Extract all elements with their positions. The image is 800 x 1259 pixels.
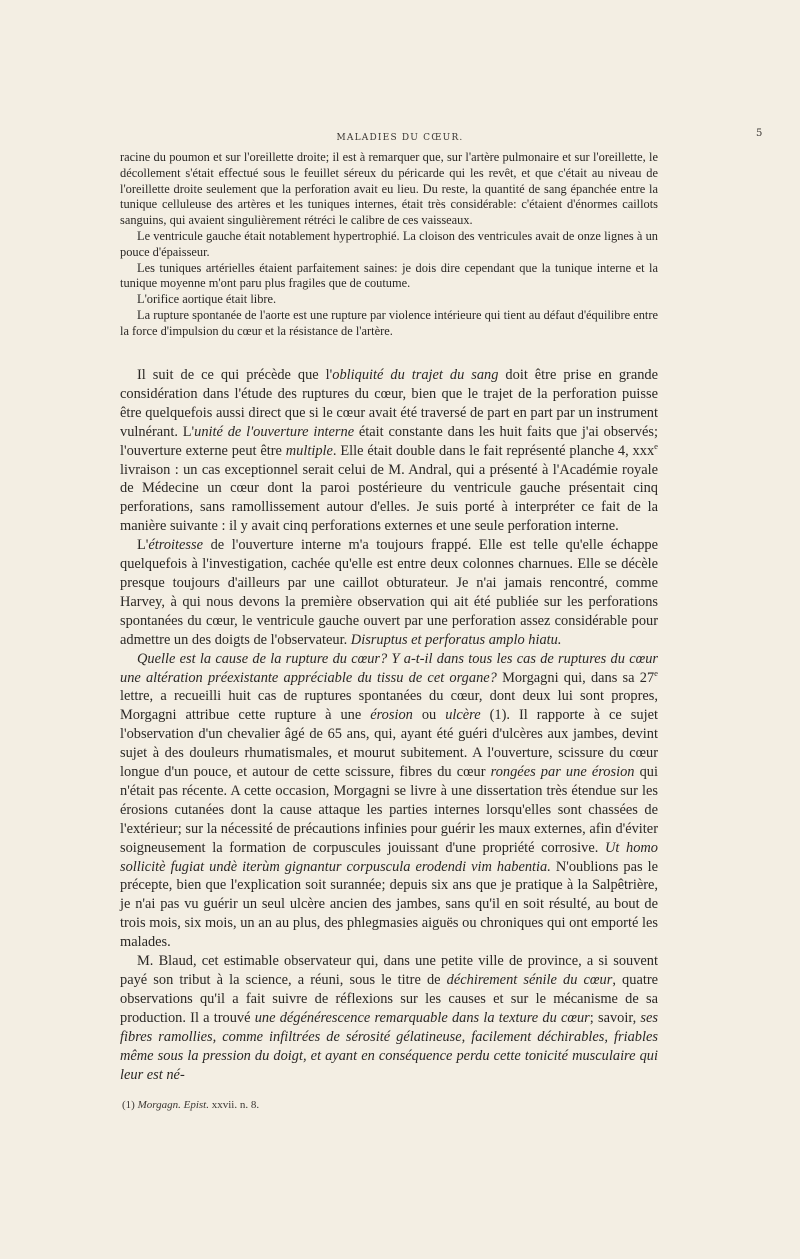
superscript: e — [654, 667, 658, 678]
emphasis: rongées par une érosion — [490, 764, 635, 781]
text-run: Il suit de ce qui précède que l' — [137, 367, 333, 383]
paragraph — [120, 650, 658, 953]
text-run: qui n'était pas récente. A cette occasion, Morgagni se livre à une dissertation très étendue sur les érosions cutanées dont la cause attaque les parties internes lorsqu'elles sont chassées de l'extérieur; sur la nécessité de précautions infinies pour guérir les maux externes, afin d'éviter soigneusement la formation de corpuscules jouissant d'une propriété corrosive. — [120, 764, 658, 856]
text-run: lettre, a recueilli huit cas de ruptures spontanées du cœur, dont deux lui sont propres, Morgagni attribue cette rupture à une — [120, 688, 658, 724]
paragraph — [120, 536, 658, 649]
emphasis: étroitesse — [148, 537, 204, 554]
emphasis: obliquité du trajet du sang — [332, 367, 499, 383]
emphasis: ulcère — [445, 707, 481, 724]
emphasis: déchirement sénile du cœur — [446, 972, 613, 988]
text-run: ou — [412, 707, 446, 724]
text-run: était constante dans les huit faits que j'ai observés; l'ouverture externe peut être — [120, 423, 658, 459]
page-number: 5 — [756, 128, 763, 139]
paragraph: Les tuniques artérielles étaient parfaitement saines: je dois dire cependant que la tunique interne et la tunique moyenne m'ont paru plus fragiles que de coutume. — [120, 260, 658, 291]
emphasis: érosion — [370, 707, 413, 724]
emphasis: ses fibres ramollies, comme infiltrées de sérosité gélatineuse, facilement déchirables, friables même sous la pression du doigt, et ayant en conséquence perdu cette tonicité musculaire qui leur est né- — [120, 1009, 658, 1083]
running-title: MALADIES DU CŒUR. — [336, 133, 464, 143]
text-run: xxvii. n. 8. — [208, 1099, 260, 1111]
emphasis: Morgagn. Epist. — [137, 1099, 209, 1111]
paragraph: racine du poumon et sur l'oreillette droite; il est à remarquer que, sur l'artère pulmonaire et sur l'oreillette, le décollement s'était effectué sous le feuillet séreux du péricarde qui les revêt, et que c'était au niveau de l'oreillette droite seulement que la perforation avait eu lieu. Du reste, la quantité de sang épanchée entre la tunique celluleuse des artères et les tuniques internes, était très considérable: c'étaient d'énormes caillots sanguins, qui avaient singulièrement rétréci le calibre de ces vaisseaux. — [120, 150, 658, 228]
text-run: doit être prise en grande considération dans l'étude des ruptures du cœur, bien que le trajet de la perforation puisse être quelquefois aussi direct que si le cœur avait été traversé de part en part par un instrument vulnérant. L' — [120, 367, 658, 440]
paragraph — [120, 952, 658, 1084]
text-run: (1). Il rapporte à ce sujet l'observation d'un chevalier âgé de 65 ans, qui, ayant été guéri d'ulcères aux jambes, devint sujet à des douleurs rhumatismales, et mourut subitement. A l'ouverture, scissure du cœur longue d'un pouce, et autour de cette scissure, fibres du cœur — [120, 707, 658, 781]
emphasis: unité de l'ouverture interne — [194, 423, 355, 440]
emphasis: Disruptus et perforatus amplo hiatu. — [350, 631, 562, 648]
footnote — [122, 1099, 259, 1111]
paragraph: Le ventricule gauche était notablement hypertrophié. La cloison des ventricules avait de onze lignes à un pouce d'épaisseur. — [120, 228, 658, 259]
main-text — [120, 366, 658, 1084]
text-run: M. Blaud, cet estimable observateur qui, dans une petite ville de province, a si souvent payé son tribut à la science, a réuni, sous le titre de — [120, 953, 658, 988]
text-run: , quatre observations qu'il a fait suivre de réflexions sur les causes et sur le mécanisme de sa production. Il a trouvé — [120, 972, 659, 1026]
paragraph: La rupture spontanée de l'aorte est une rupture par violence intérieure qui tient au défaut d'équilibre entre la force d'impulsion du cœur et la résistance de l'artère. — [120, 307, 658, 338]
text-run: de l'ouverture interne m'a toujours frappé. Elle est telle qu'elle échappe quelquefois à l'investigation, cachée qu'elle est entre deux colonnes charnues. Elle se décèle presque toujours d'ailleurs par une caillot obturateur. Je n'ai jamais rencontré, comme Harvey, à qui nous devons la première observation qui ait été publiée sur les perforations spontanées du cœur, le ventricule gauche ouvert par une perforation assez considérable pour admettre un des doigts de l'observateur. — [120, 537, 658, 648]
paragraph: L'orifice aortique était libre. — [137, 292, 277, 307]
emphasis: Quelle est la cause de la rupture du cœur? Y a-t-il dans tous les cas de ruptures du cœur une altération préexistante appréciable du tissu de cet organe? — [120, 650, 658, 686]
emphasis: Ut homo sollicitè fugiat undè iterùm gignantur corpuscula erodendi vim habentia. — [120, 839, 659, 875]
text-run: (1) — [122, 1099, 138, 1111]
text-run: ; savoir, — [589, 1009, 641, 1026]
text-run: N'oublions pas le précepte, bien que l'explication soit surannée; depuis six ans que je pratique à la Salpêtrière, je n'ai pas vu guérir un seul ulcère ancien des jambes, sans qu'il en soit résulté, au bout de trois mois, six mois, un an au plus, des phlegmasies aiguës ou chroniques qui ont emporté les malades. — [120, 858, 658, 951]
paragraph — [120, 366, 658, 536]
text-run: L' — [137, 537, 149, 554]
text-run: livraison : un cas exceptionnel serait celui de M. Andral, qui a présenté à l'Académie royale de Médecine un cœur dont la paroi postérieure du ventricule gauche présentait cinq perforations, sans ramollissement autour d'elles. Je suis porté à interpréter ce fait de la manière suivante : il y avait cinq perforations externes et une seule perforation interne. — [120, 461, 658, 535]
emphasis: multiple — [285, 442, 333, 459]
text-run: . Elle était double dans le fait représenté planche 4, xxx — [332, 442, 655, 459]
case-report-text — [120, 150, 658, 340]
text-run: Morgagni qui, dans sa 27 — [496, 669, 655, 686]
emphasis: une dégénérescence remarquable dans la texture du cœur — [254, 1009, 590, 1026]
superscript: e — [654, 440, 658, 451]
